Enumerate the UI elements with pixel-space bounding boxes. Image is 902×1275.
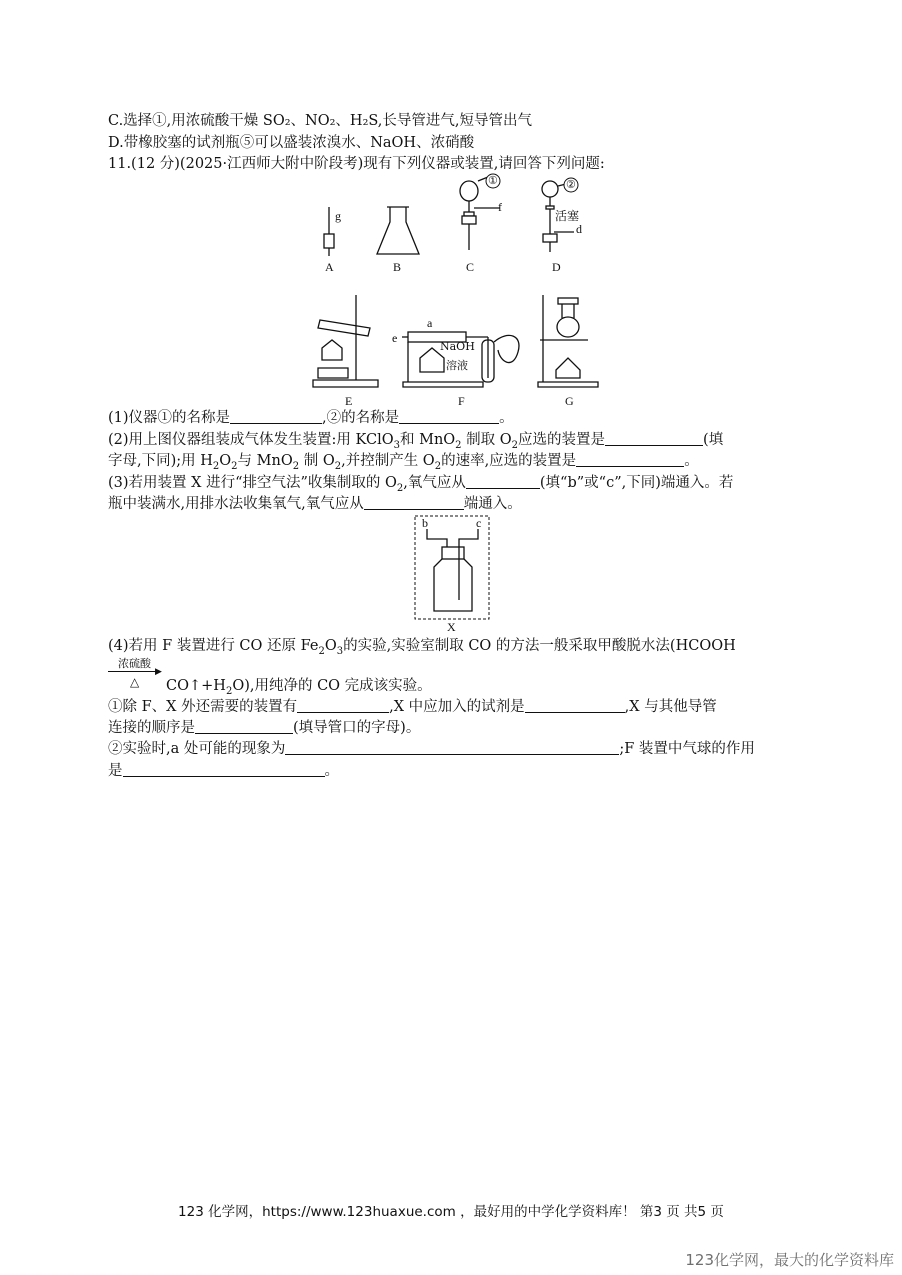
- label-C: C: [466, 260, 475, 274]
- label-A: A: [325, 260, 334, 274]
- q11-part4-line1: (4)若用 F 装置进行 CO 还原 $Fe_2O_3$的实验,实验室制取 CO 的方法一般采取甲酸脱水法(HCOOH: [108, 638, 736, 657]
- page-footer: 123 化学网，https://www.123huaxue.com ，最好用的中学化学资料库！ 第3 页 共5 页: [178, 1204, 724, 1220]
- answer-blank[interactable]: [399, 409, 499, 424]
- label-c: c: [476, 516, 482, 530]
- q11-part4-line3: ①除 F、X 外还需要的装置有 ,X 中应加入的试剂是 ,X 与其他导管: [108, 699, 717, 715]
- label-d: d: [576, 222, 582, 236]
- answer-blank[interactable]: [466, 474, 540, 489]
- answer-blank[interactable]: [364, 495, 464, 510]
- label-circle1: ①: [488, 175, 498, 187]
- label-X: X: [447, 620, 456, 634]
- q11-part3-line1: (3)若用装置 X 进行“排空气法”收集制取的 $O_2$,氧气应从 (填“b”或“c”,下同)端通入。若: [108, 475, 734, 494]
- q11-part2-line2: 字母,下同);用 $H_2O_2$与 MnO$_2$ 制 $O_2$,并控制产生 $O_2$的速率,应选的装置是 。: [108, 453, 699, 472]
- q11-part4-line4: 连接的顺序是 (填导管口的字母)。: [108, 720, 421, 736]
- q11-part2-line1: (2)用上图仪器组装成气体发生装置:用 KClO$_3$和 MnO$_2$ 制取 $O_2$应选的装置是 (填: [108, 432, 724, 451]
- label-E: E: [345, 394, 353, 408]
- q11-part4-line2: $CO↑+H_2O$),用纯净的 CO 完成该实验。: [166, 678, 432, 697]
- q11-part4-line5: ②实验时,a 处可能的现象为 ;F 装置中气球的作用: [108, 741, 755, 757]
- reaction-arrow: 浓硫酸 ▶ △: [108, 655, 163, 695]
- q11-header: 11.(12 分)(2025·江西师大附中阶段考)现有下列仪器或装置,请回答下列问题:: [108, 156, 605, 172]
- label-e: e: [392, 331, 398, 345]
- q10-option-d: D.带橡胶塞的试剂瓶⑤可以盛装浓溴水、NaOH、浓硝酸: [108, 135, 475, 151]
- q11-part4-line6: 是 。: [108, 763, 339, 779]
- q11-part3-line2: 瓶中装满水,用排水法收集氧气,氧气应从 端通入。: [108, 496, 522, 512]
- label-naoh: NaOH: [440, 340, 475, 353]
- label-g: g: [335, 209, 341, 223]
- label-a: a: [427, 316, 433, 330]
- q11-part1: (1)仪器①的名称是 ,②的名称是 。: [108, 410, 514, 426]
- answer-blank[interactable]: [605, 431, 703, 446]
- answer-blank[interactable]: [297, 698, 389, 713]
- answer-blank[interactable]: [576, 452, 684, 467]
- watermark: 123化学网，最大的化学资料库: [685, 1251, 894, 1269]
- answer-blank[interactable]: [195, 719, 293, 734]
- label-circle2: ②: [566, 179, 576, 191]
- answer-blank[interactable]: [285, 740, 619, 755]
- label-f: f: [498, 200, 502, 214]
- label-F: F: [458, 394, 465, 408]
- label-valve: 活塞: [555, 209, 580, 223]
- answer-blank[interactable]: [525, 698, 625, 713]
- answer-blank[interactable]: [123, 762, 325, 777]
- label-B: B: [393, 260, 402, 274]
- answer-blank[interactable]: [230, 409, 322, 424]
- label-b: b: [422, 516, 428, 530]
- label-solution: 溶液: [446, 360, 468, 372]
- label-D: D: [552, 260, 561, 274]
- label-G: G: [565, 394, 574, 408]
- q10-option-c: C.选择①,用浓硫酸干燥 SO₂、NO₂、H₂S,长导管进气,短导管出气: [108, 113, 533, 129]
